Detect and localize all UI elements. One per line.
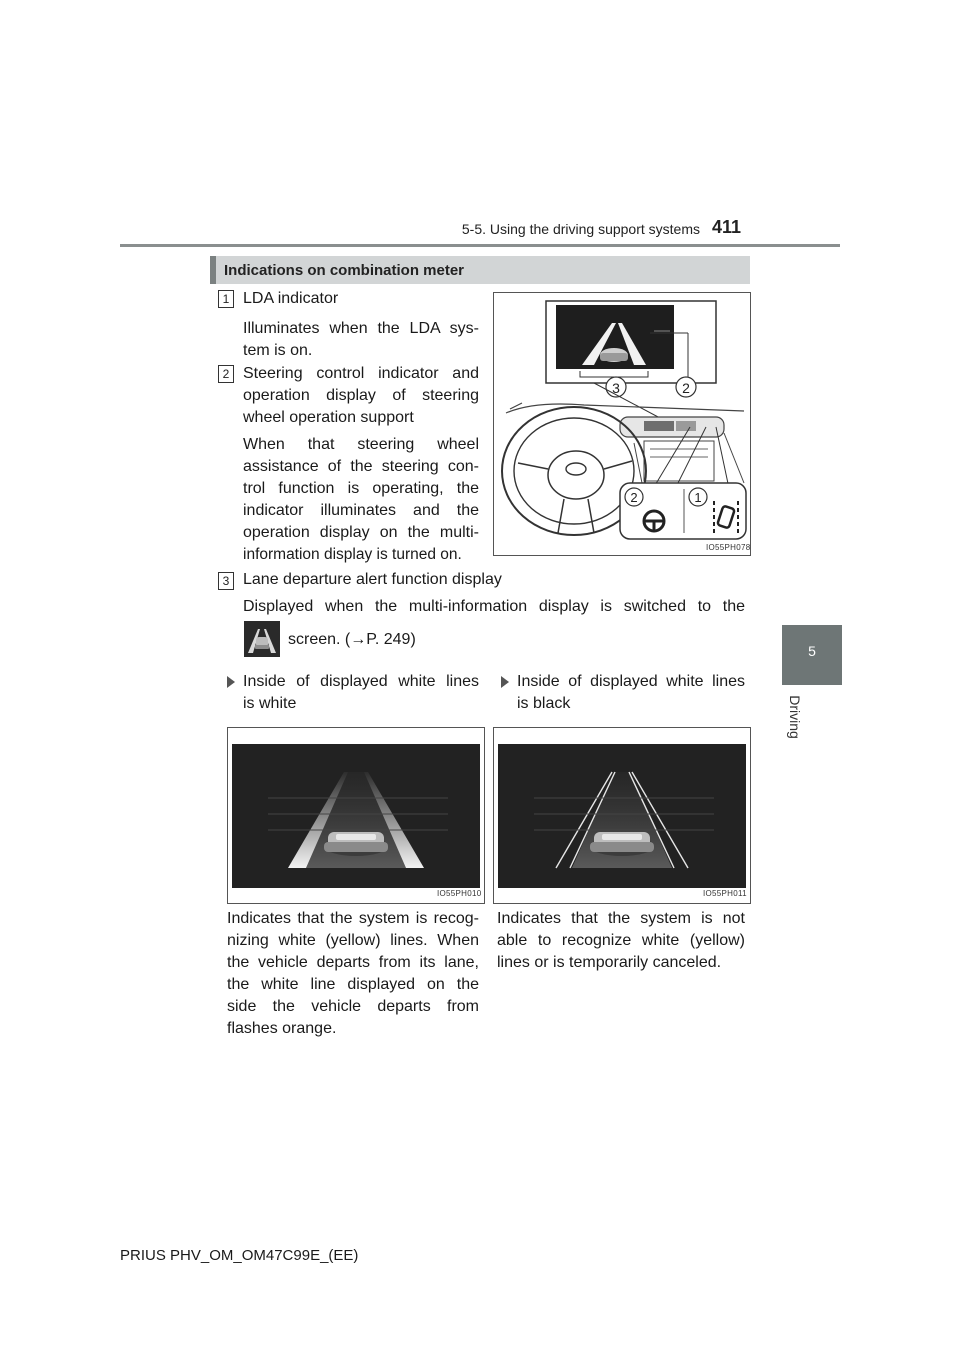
- col-1-caption-line-1: Indicates that the system is recog-: [227, 910, 479, 927]
- col-2-caption-line-3: lines or is temporarily canceled.: [497, 954, 722, 971]
- chapter-tab-number: 5: [808, 643, 816, 659]
- col-1-caption-line-6: flashes orange.: [227, 1020, 337, 1037]
- item-number-2: 2: [218, 365, 234, 383]
- chapter-tab-label: Driving: [787, 695, 803, 739]
- dashboard-figure-code: IO55PH078: [706, 543, 751, 552]
- callout-1-bottom: 1: [694, 490, 702, 505]
- item-1-title: LDA indicator: [243, 290, 339, 307]
- header-section-title: 5-5. Using the driving support systems: [461, 221, 700, 237]
- col-1-caption-line-4: the white line displayed on the: [227, 976, 479, 993]
- section-heading-accent: [210, 256, 216, 284]
- item-3-desc-line-1: Displayed when the multi-information display is switched to the: [243, 598, 745, 615]
- vehicle-icon: [324, 832, 388, 856]
- callout-3-top: 3: [612, 380, 620, 396]
- item-1-desc-line-1: Illuminates when the LDA sys-: [243, 320, 479, 337]
- item-2-desc-line-5: operation display on the multi-: [243, 524, 479, 541]
- item-number-1: 1: [218, 290, 234, 308]
- col-2-heading-line-2: is black: [517, 695, 571, 712]
- lane-display-figure-white: [227, 727, 485, 904]
- lane-display-white-illustration: [228, 728, 484, 903]
- item-2-desc-line-4: indicator illuminates and the: [243, 502, 479, 519]
- col-1-heading-line-1: Inside of displayed white lines: [243, 673, 479, 690]
- item-3-title: Lane departure alert function display: [243, 571, 502, 588]
- item-2-title-line-2: operation display of steering: [243, 387, 479, 404]
- item-number-3: 3: [218, 572, 234, 590]
- item-2-title-line-1: Steering control indicator and: [243, 365, 479, 382]
- dashboard-illustration: [494, 293, 750, 555]
- bullet-arrow-icon: [227, 676, 235, 688]
- item-3-desc-line-2: screen. (→P. 249): [288, 631, 416, 648]
- lane-figure-white-code: IO55PH010: [437, 889, 482, 898]
- dashboard-figure: [493, 292, 751, 556]
- col-1-caption-line-3: the vehicle departs from its lane,: [227, 954, 479, 971]
- lane-display-black-illustration: [494, 728, 750, 903]
- lane-figure-black-code: IO55PH011: [703, 889, 747, 898]
- callout-2-bottom: 2: [630, 490, 638, 505]
- section-heading: Indications on combination meter: [224, 262, 465, 279]
- lane-display-figure-black: [493, 727, 751, 904]
- steering-wheel-icon: [644, 511, 664, 531]
- item-2-desc-line-2: assistance of the steering con-: [243, 458, 479, 475]
- item-2-desc-line-6: information display is turned on.: [243, 546, 462, 563]
- col-2-heading-line-1: Inside of displayed white lines: [517, 673, 745, 690]
- col-1-heading-line-2: is white: [243, 695, 297, 712]
- page-number: 411: [712, 217, 742, 237]
- header-rule: [120, 244, 840, 247]
- item-2-title-line-3: wheel operation support: [243, 409, 414, 426]
- lda-screen-icon: [244, 621, 280, 657]
- bullet-arrow-icon: [501, 676, 509, 688]
- col-1-caption-line-5: side the vehicle departs from: [227, 998, 479, 1015]
- callout-2-top: 2: [682, 380, 690, 396]
- col-2-caption-line-2: able to recognize white (yellow): [497, 932, 745, 949]
- item-1-desc-line-2: tem is on.: [243, 342, 313, 359]
- col-1-caption-line-2: nizing white (yellow) lines. When: [227, 932, 479, 949]
- col-2-caption-line-1: Indicates that the system is not: [497, 910, 745, 927]
- item-2-desc-line-3: trol function is operating, the: [243, 480, 479, 497]
- item-2-desc-line-1: When that steering wheel: [243, 436, 479, 453]
- vehicle-icon: [590, 832, 654, 856]
- document-footer: PRIUS PHV_OM_OM47C99E_(EE): [120, 1247, 359, 1264]
